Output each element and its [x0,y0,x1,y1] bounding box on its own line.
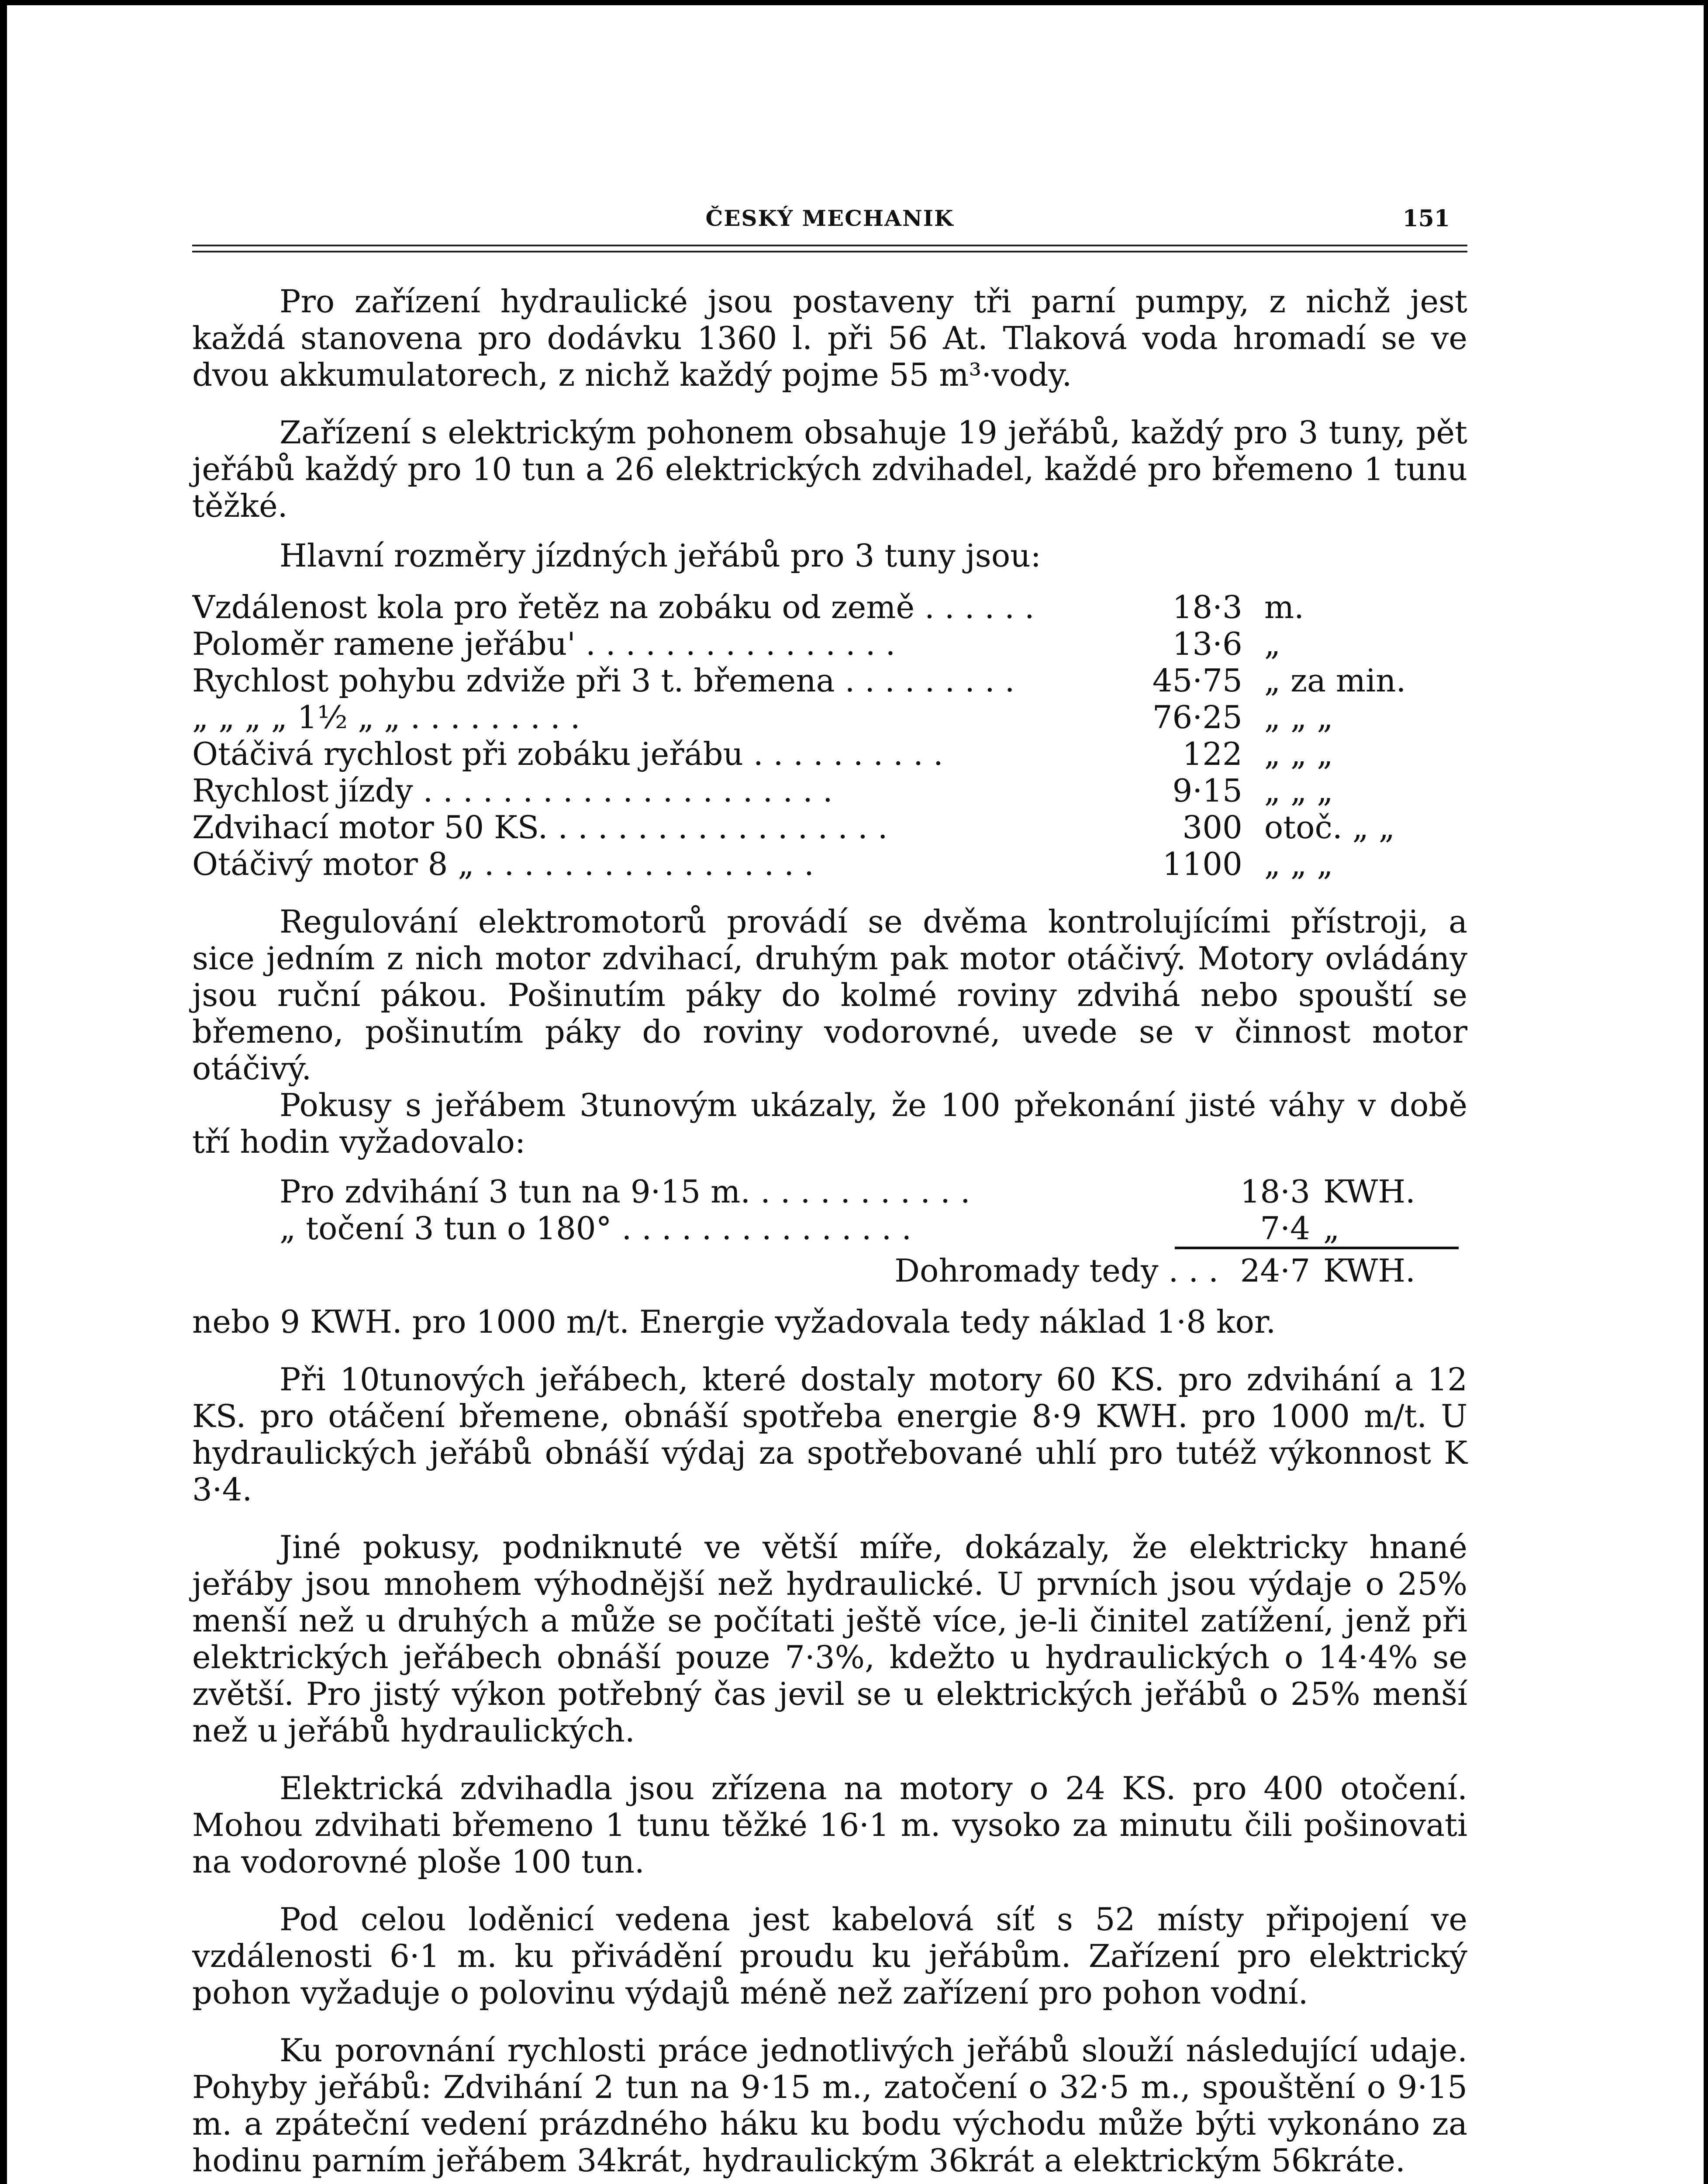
spec-row [192,699,1467,736]
spec-value: 13·6 [1172,625,1242,662]
spec-label: Otáčivý motor 8 „ . . . . . . . . . . . . . . . . . [192,846,814,882]
spec-label: Rychlost jízdy . . . . . . . . . . . . . . . . . . . . . [192,772,833,809]
spec-unit: „ [1264,625,1281,662]
spec-unit: „ „ „ [1264,736,1333,772]
scan-edge-top [0,0,1708,5]
crane-dimensions-table [192,589,1467,882]
energy-unit: „ [1323,1210,1340,1247]
page-header [192,205,1467,245]
energy-row [192,1210,1467,1247]
spec-unit: otoč. „ „ [1264,809,1395,846]
energy-consumption-table [192,1173,1467,1290]
spec-row [192,625,1467,662]
spec-value: 300 [1182,809,1242,846]
page [192,205,1467,2179]
paragraph-speed-comparison: Ku porovnání rychlosti práce jednotlivých jeřábů slouží následující udaje. Pohyby jeřábů: Zdvihání 2 tun na 9·15 m., zatočení o 32·5 m., spouštění o 9·15 m. a zpáteční vedení prázdného háku ku bodu východu může býti vykonáno za hodinu parním jeřábem 34krát, hydraulickým 36krát a elektrickým 56kráte. [192,2032,1467,2179]
spec-row [192,846,1467,882]
energy-total-unit: KWH. [1323,1252,1415,1289]
spec-row [192,772,1467,809]
spec-row [192,662,1467,699]
spec-row [192,589,1467,625]
spec-label: Poloměr ramene jeřábu' . . . . . . . . . . . . . . . . [192,625,896,662]
energy-value: 7·4 [1260,1210,1310,1247]
paragraph-tests: Pokusy s jeřábem 3tunovým ukázaly, že 100 překonání jisté váhy v době tří hodin vyžadovalo: [192,1087,1467,1160]
paragraph-ten-ton-cranes: Při 10tunových jeřábech, které dostaly motory 60 KS. pro zdvihání a 12 KS. pro otáčení břemene, obnáší spotřeba energie 8·9 KWH. pro 1000 m/t. U hydraulických jeřábů obnáší výdaj za spotřebované uhlí pro tutéž výkonnost K 3·4. [192,1361,1467,1508]
spec-value: 76·25 [1152,699,1242,736]
spec-value: 1100 [1162,846,1242,882]
paragraph-pumps: Pro zařízení hydraulické jsou postaveny tři parní pumpy, z nichž jest každá stanovena pro dodávku 1360 l. při 56 At. Tlaková voda hromadí se ve dvou akkumulatorech, z nichž každý pojme 55 m³·vody. [192,283,1467,393]
header-rule-bottom [192,251,1467,252]
paragraph-cable-network: Pod celou loděnicí vedena jest kabelová síť s 52 místy připojení ve vzdálenosti 6·1 m. ku přivádění proudu ku jeřábům. Zařízení pro elektrický pohon vyžaduje o polovinu výdajů méně než zařízení pro pohon vodní. [192,1901,1467,2011]
energy-total-value: 24·7 [1240,1252,1310,1289]
energy-total-label: Dohromady tedy . . . [894,1252,1218,1289]
energy-label: „ točení 3 tun o 180° . . . . . . . . . . . . . . . [279,1210,912,1247]
spec-row [192,809,1467,846]
paragraph-dimensions-intro: Hlavní rozměry jízdných jeřábů pro 3 tuny jsou: [279,537,1041,574]
spec-unit: m. [1264,589,1304,625]
page-number: 151 [1402,205,1450,232]
paragraph-other-tests: Jiné pokusy, podniknuté ve větší míře, dokázaly, že elektricky hnané jeřáby jsou mnohem výhodnější než hydraulické. U prvních jsou výdaje o 25% menší než u druhých a může se počítati ještě více, je-li činitel zatížení, jenž při elektrických jeřábech obnáší pouze 7·3%, kdežto u hydraulických o 14·4% se zvětší. Pro jistý výkon potřebný čas jevil se u elektrických jeřábů o 25% menší než u jeřábů hydraulických. [192,1529,1467,1749]
scan-edge-left [0,0,7,2184]
energy-value: 18·3 [1240,1173,1310,1210]
paragraph-electric-drive: Zařízení s elektrickým pohonem obsahuje 19 jeřábů, každý pro 3 tuny, pět jeřábů každý pro 10 tun a 26 elektrických zdvihadel, každé pro břemeno 1 tunu těžké. [192,414,1467,524]
spec-unit: „ „ „ [1264,846,1333,882]
paragraph-regulation: Regulování elektromotorů provádí se dvěma kontrolujícími přístroji, a sice jedním z nich motor zdvihací, druhým pak motor otáčivý. Motory ovládány jsou ruční pákou. Pošinutím páky do kolmé roviny zdvihá nebo spouští se břemeno, pošinutím páky do roviny vodorovné, uvede se v činnost motor otáčivý. [192,903,1467,1087]
scan-edge-right [1704,0,1708,2184]
energy-label: Pro zdvihání 3 tun na 9·15 m. . . . . . . . . . . . [279,1173,970,1210]
spec-label: Zdvihací motor 50 KS. . . . . . . . . . . . . . . . . . [192,809,888,846]
spec-label: Otáčivá rychlost při zobáku jeřábu . . . . . . . . . . [192,736,943,772]
energy-unit: KWH. [1323,1173,1415,1210]
energy-row [192,1173,1467,1210]
spec-row [192,736,1467,772]
spec-value: 9·15 [1172,772,1242,809]
sum-rule [1175,1247,1459,1249]
running-head: ČESKÝ MECHANIK [705,205,954,231]
paragraph-energy-cost: nebo 9 KWH. pro 1000 m/t. Energie vyžadovala tedy náklad 1·8 kor. [192,1303,1276,1340]
paragraph-hoists: Elektrická zdvihadla jsou zřízena na motory o 24 KS. pro 400 otočení. Mohou zdvihati břemeno 1 tunu těžké 16·1 m. vysoko za minutu čili pošinovati na vodorovné ploše 100 tun. [192,1770,1467,1880]
spec-label: „ „ „ „ 1½ „ „ . . . . . . . . . [192,699,580,736]
spec-value: 45·75 [1152,662,1242,699]
spec-value: 122 [1182,736,1242,772]
spec-label: Vzdálenost kola pro řetěz na zobáku od země . . . . . . [192,589,1035,625]
spec-value: 18·3 [1172,589,1242,625]
spec-label: Rychlost pohybu zdviže při 3 t. břemena . . . . . . . . . [192,662,1015,699]
spec-unit: „ za min. [1264,662,1406,699]
spec-unit: „ „ „ [1264,772,1333,809]
energy-total-row [192,1251,1467,1290]
spec-unit: „ „ „ [1264,699,1333,736]
